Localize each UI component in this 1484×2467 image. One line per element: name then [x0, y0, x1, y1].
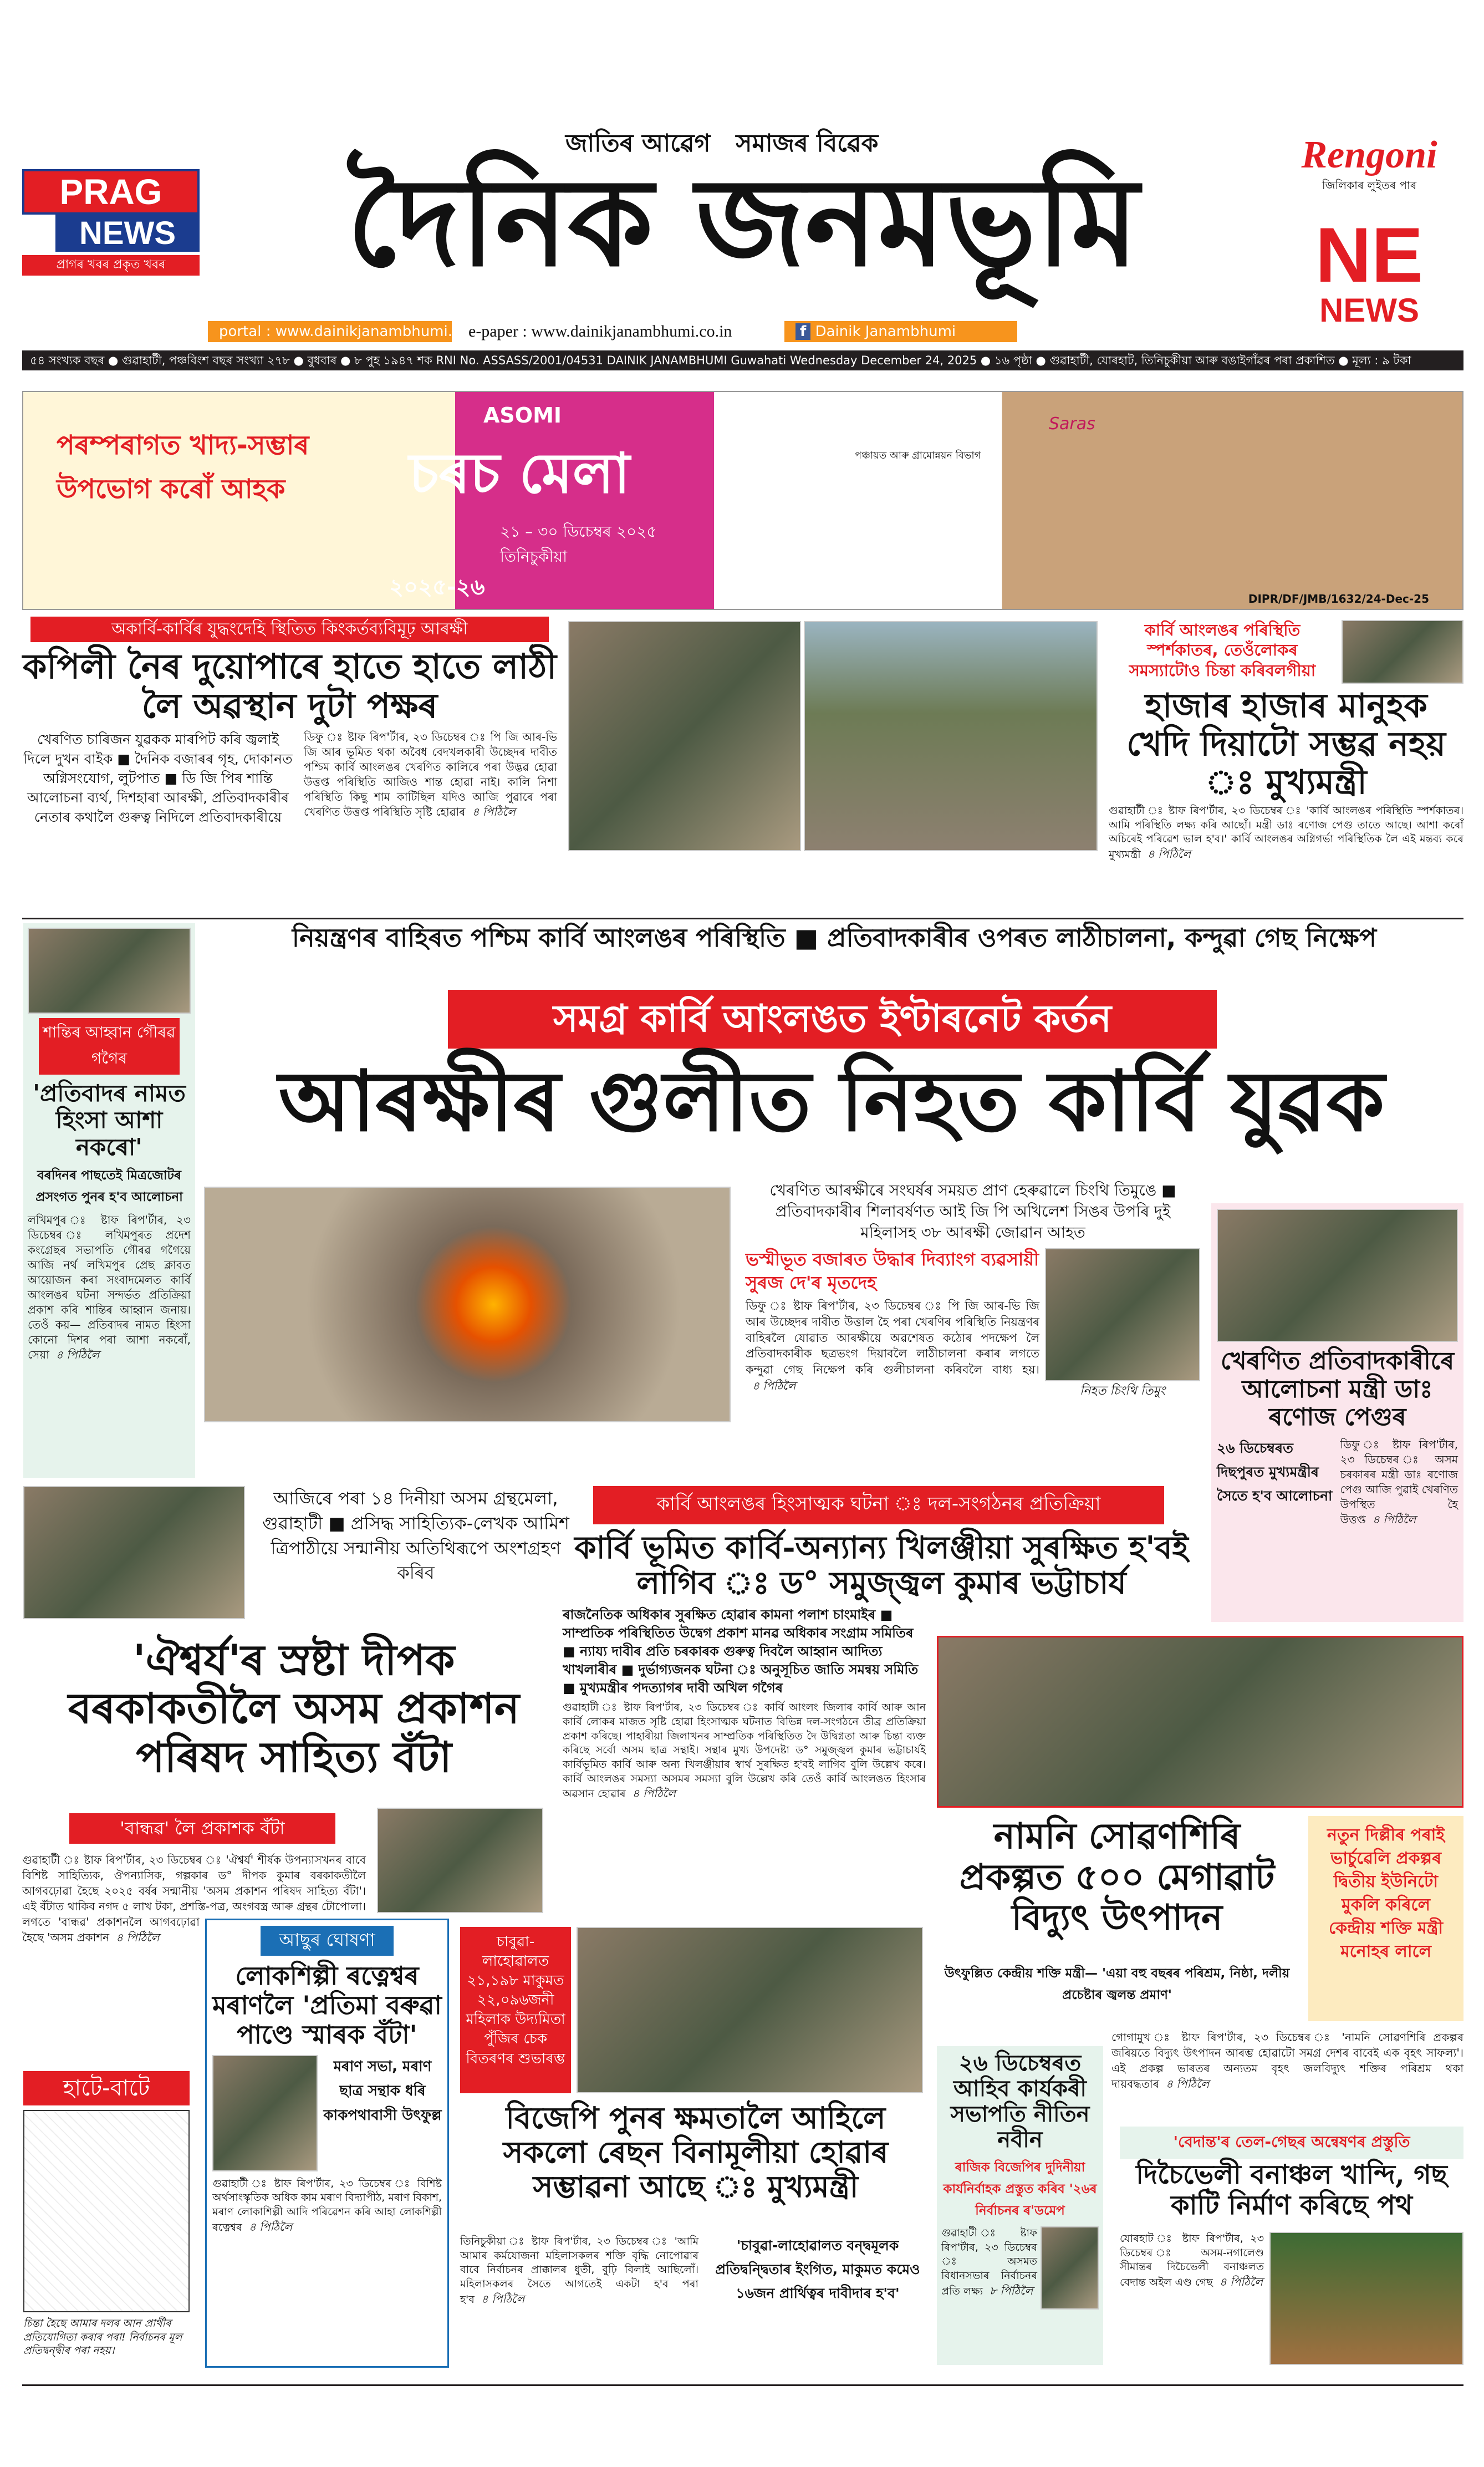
continued-link[interactable]: ৪ পিঠিলৈ — [1147, 847, 1191, 861]
story1-subheadline: খেৰণিত চাৰিজন যুৱকক মাৰপিট কৰি জ্বলাই দিলে দুখন বাইক ■ দৈনিক বজাৰৰ গৃহ, দোকানত অগ্নিসংযোগ, লুটপাত ■ ডি জি পিৰ শান্তি আলোচনা ব্যৰ্থ, দিশহাৰা আৰক্ষী, প্ৰতিবাদকাৰীৰ নেতাৰ কথালৈ গুৰুত্ব নিদিলে প্ৰতিবাদকাৰীয়ে — [23, 731, 293, 826]
chief-minister-photo — [1342, 620, 1463, 684]
nitin-photo — [1041, 2226, 1099, 2310]
internet-ban-banner: সমগ্ৰ কাৰ্বি আংলঙত ইণ্টাৰনেট কৰ্তন — [448, 990, 1217, 1049]
ad-title: চৰচ মেলা — [409, 441, 630, 506]
bhattacharya-headline[interactable]: কাৰ্বি ভূমিত কাৰ্বি-অন্যান্য খিলঞ্জীয়া সুৰক্ষিত হ'বই লাগিব ঃ ড° সমুজ্জ্বল কুমাৰ ভট্টাচাৰ্য — [574, 1529, 1189, 1602]
continued-link[interactable]: ৪ পিঠিলৈ — [1219, 2275, 1263, 2288]
ad-brand: ASOMI — [483, 403, 562, 428]
ad-left-text: পৰম্পৰাগত খাদ্য-সম্ভাৰ উপভোগ কৰোঁ আহক — [57, 430, 309, 505]
bhattacharya-text: গুৱাহাটী ঃ ষ্টাফ ৰিপ'ৰ্টাৰ, ২৩ ডিচেম্বৰ ঃ কাৰ্বি আংলং জিলাৰ কাৰ্বি আৰু আন কাৰ্বি লোকৰ মাজত সৃষ্টি হোৱা হিংসাত্মক ঘটনাত বিভিন্ন দল-সংগঠনে তীব্ৰ প্ৰতিক্ৰিয়া প্ৰকাশ কৰিছে। পাহাৰীয়া জিলাখনৰ সাম্প্ৰতিক পৰিস্থিতিত দৈ উদ্বিগ্নতা আৰু চিন্তা ব্যক্ত কৰিছে সৰ্বো অসম ছাত্ৰ সন্থাই। সন্থাৰ মুখ্য উপদেষ্টা ড° সমুজ্জ্বল কুমাৰ ভট্টাচাৰ্যই কাৰ্বিভূমিত কাৰ্বি আৰু অন্য খিলঞ্জীয়াৰ স্বাৰ্থ সুৰক্ষিত হ'বই লাগিব বুলি উল্লেখ কৰে। কাৰ্বি আংলঙৰ সমস্যা অসমৰ সমস্যা বুলি উল্লেখ কৰি তেওঁ কাৰ্বি আংলঙত হিংসাৰ অৱসান হোৱাৰ — [563, 1701, 926, 1800]
continued-link[interactable]: ৪ পিঠিলৈ — [752, 1379, 796, 1393]
story2-body — [1109, 804, 1463, 862]
ne-news-logo — [1297, 211, 1441, 329]
story2-headline[interactable]: হাজাৰ হাজাৰ মানুহক খেদি দিয়াটো সম্ভৱ নহয় ঃ মুখ্যমন্ত্ৰী — [1126, 686, 1446, 802]
nitin-box — [937, 2046, 1103, 2365]
bhattacharya-body — [563, 1701, 926, 1801]
vedanta-text: যোৰহাট ঃ ষ্টাফ ৰিপ'ৰ্টাৰ, ২৩ ডিচেম্বৰ ঃ অসম-নগালেণ্ড সীমান্তৰ দিচৈভেলী বনাঞ্চলত বেদান্ত অইল এণ্ড গেছ — [1120, 2232, 1264, 2288]
nitin-sub: ৰাজিক বিজেপিৰ দুদিনীয়া কাৰ্যনিৰ্বাহক প্ৰস্তুত কৰিব '২৬ৰ নিৰ্বাচনৰ ৰ'ডমেপ — [943, 2160, 1097, 2218]
fire-photo — [204, 1187, 731, 1422]
tagline-right: সমাজৰ বিৱেক — [736, 129, 879, 157]
press-meet-photo — [28, 928, 191, 1014]
story2-label: কাৰ্বি আংলঙৰ পৰিস্থিতি স্পৰ্শকাতৰ, তেওঁলোকৰ সমস্যাটোও চিন্তা কৰিবলগীয়া — [1129, 620, 1316, 680]
bookfair-headline[interactable]: আজিৰে পৰা ১৪ দিনীয়া অসম গ্ৰন্থমেলা, গুৱাহাটী ■ প্ৰসিদ্ধ সাহিত্যিক-লেখক আমিশ ত্ৰিপাঠীয়ে সন্মানীয় অতিথিৰূপে অংশগ্ৰহণ কৰিব — [262, 1488, 569, 1584]
namoni-headline[interactable]: নামনি সোৱণশিৰি প্ৰকল্পত ৫০০ মেগাৱাট বিদ্যুৎ উৎপাদন — [959, 1815, 1275, 1939]
portal-link[interactable]: portal : www.dainikjanambhumi.com — [208, 321, 452, 342]
victim-caption: নিহত চিংথি তিমুং — [1079, 1384, 1166, 1398]
ad-dates: ২১ – ৩০ ডিচেম্বৰ ২০২৫ — [500, 522, 657, 541]
ad-dipr-code: DIPR/DF/JMB/1632/24-Dec-25 — [1248, 592, 1429, 606]
bjp-text: তিনিচুকীয়া ঃ ষ্টাফ ৰিপ'ৰ্টাৰ, ২৩ ডিচেম্বৰ ঃ 'আমি আমাৰ কৰ্মযোজনা মহিলাসকলৰ শক্তি বৃদ্ধি নোপোৱাৰ বাবে নিৰ্বাচনৰ প্ৰাক্কালৰ ধুতী, বুঢ়ি বিলাই আছিলোঁ। মহিলাসকলৰ সৈতে আগতেই একটা হ'ব পৰা হ'ব — [460, 2235, 698, 2306]
ne-text: NE — [1315, 211, 1424, 298]
bjp-headline[interactable]: বিজেপি পুনৰ ক্ষমতালৈ আহিলে সকলো ৰেছন বিনামূলীয়া হোৱাৰ সম্ভাৱনা আছে ঃ মুখ্যমন্ত্ৰী — [503, 2100, 889, 2205]
continued-link[interactable]: ৪ পিঠিলৈ — [632, 1787, 676, 1800]
pegu-story — [1211, 1203, 1463, 1622]
epaper-link[interactable]: e-paper : www.dainikjanambhumi.co.in — [468, 322, 732, 340]
story1 — [22, 617, 557, 827]
tea-label: চাবুৱা-লাহোৱালত ২১,১৯৮ মাকুমত ২২,০৯৬জনী মহিলাক উদ্যমিতা পুঁজিৰ চেক বিতৰণৰ শুভাৰম্ভ — [460, 1927, 571, 2093]
sidebar-headline[interactable]: 'প্ৰতিবাদৰ নামত হিংসা আশা নকৰো' — [33, 1080, 186, 1161]
center-story-text: ডিফু ঃ ষ্টাফ ৰিপ'ৰ্টাৰ, ২৩ ডিচেম্বৰ ঃ পি জি আৰ-ভি জি আৰ উচ্ছেদৰ দাবীত উত্তাল হৈ পৰা খেৰণিৰ পৰিস্থিতি নিয়ন্ত্ৰণৰ বাহিৰলৈ যোৱাত আৰক্ষীয়ে অৱশেষত কঠোৰ পদক্ষেপ লৈ প্ৰতিবাদকাৰীক ছত্ৰভংগ দিয়াবলৈ লাঠীচালনা কৰাৰ লগতে কন্দুৱা গেছ নিক্ষেপ কৰি গুলীচালনা কৰিবলৈ বাধ্য হয়। — [746, 1299, 1039, 1377]
sidebar-label: শান্তিৰ আহ্বান গৌৰৱ গগৈৰ — [39, 1018, 180, 1075]
facebook-link[interactable]: Dainik Janambhumi — [815, 323, 956, 340]
bhattacharya-sub: ৰাজনৈতিক অধিকাৰ সুৰক্ষিত হোৱাৰ কামনা পলাশ চাংমাইৰ ■ সাম্প্ৰতিক পৰিস্থিতিত উদ্বেগ প্ৰকাশ মানৱ অধিকাৰ সংগ্ৰাম সমিতিৰ ■ ন্যায্য দাবীৰ প্ৰতি চৰকাৰক গুৰুত্ব দিবলৈ আহ্বান আদিত্য খাখলাৰীৰ ■ দুৰ্ভাগ্যজনক ঘটনা ঃ অনুসূচিত জাতি সমন্বয় সমিতি ■ মুখ্যমন্ত্ৰীৰ পদত্যাগৰ দাবী অখিল গগৈৰ — [563, 1606, 919, 1696]
story2-text: গুৱাহাটী ঃ ষ্টাফ ৰিপ'ৰ্টাৰ, ২৩ ডিচেম্বৰ ঃ 'কাৰ্বি আংলঙৰ পৰিস্থিতি স্পৰ্শকাতৰ। আমি পৰিস্থিতি লক্ষ্য কৰি আছোঁ। মন্ত্ৰী ডাঃ ৰণোজ পেগু তাতে আছে। আশা কৰোঁ অচিৰেই পৰিৱেশ ভাল হ'ব।' কাৰ্বি আংলঙৰ অগ্নিগৰ্ভা পৰিস্থিতিক লৈ এই মন্তব্য কৰে মুখ্যমন্ত্ৰী — [1109, 805, 1463, 861]
photo-spacer — [366, 1852, 449, 1917]
story1-body — [304, 730, 557, 827]
dateline-bar: ৫৪ সংখ্যক বছৰ ● গুৱাহাটী, পঞ্চবিংশ বছৰ সংখ্যা ২৭৮ ● বুধবাৰ ● ৮ পুহ ১৯৪৭ শক RNI No. ASSASS/2001/04531 DAINIK JANAMBHUMI Guwahati Wednesday December 24, 2025 ● ১৬ পৃষ্ঠা ● গুৱাহাটী, যোৰহাট, তিনিচুকীয়া আৰু বঙাইগাঁৱৰ পৰা প্ৰকাশিত ● মূল্য : ৯ টকা — [22, 350, 1463, 370]
facebook-icon: f — [795, 323, 810, 340]
news-text: NEWS — [55, 215, 200, 252]
clash-photo-1 — [568, 621, 801, 851]
bhattacharya-label: কাৰ্বি আংলঙৰ হিংসাত্মক ঘটনা ঃ দল-সংগঠনৰ প্ৰতিক্ৰিয়া — [593, 1486, 1164, 1524]
story1-label: অকাৰ্বি-কাৰ্বিৰ যুদ্ধংদেহি স্থিতিত কিংকৰ্তব্যবিমূঢ় আৰক্ষী — [30, 617, 549, 642]
bottom-rule — [22, 2384, 1463, 2386]
ad-place: তিনিচুকীয়া — [500, 547, 568, 566]
ad-saras-logo: Saras — [1049, 414, 1095, 434]
continued-link[interactable]: ৮ পিঠিলৈ — [989, 2283, 1033, 2297]
bjp-side: 'চাবুৱা-লাহোৱালত বন্দ্বমূলক প্ৰতিদ্বন্দ্বিতাৰ ইংগিত, মাকুমত কমেও ১৬জন প্ৰাৰ্থিত্বৰ দাবীদাৰ হ'ব' — [715, 2237, 920, 2301]
ad-year: ২০২৫-২৬ — [389, 574, 485, 600]
deepak-label: 'বান্ধৱ' লৈ প্ৰকাশক বঁটা — [69, 1813, 335, 1844]
continued-link[interactable]: ৪ পিঠিলৈ — [248, 2220, 293, 2234]
prag-text: PRAG — [22, 169, 200, 215]
continued-link[interactable]: ৪ পিঠিলৈ — [55, 1347, 100, 1361]
ad-banner[interactable] — [22, 391, 1463, 610]
cartoon-image — [23, 2110, 190, 2312]
cartoon-label: হাটে-বাটে — [23, 2071, 190, 2105]
sidebar-body: লখিমপুৰ ঃ ষ্টাফ ৰিপ'ৰ্টাৰ, ২৩ ডিচেম্বৰ ঃ লখিমপুৰত প্ৰদেশ কংগ্ৰেছৰ সভাপতি গৌৰৱ গগৈয়ে আজি নৰ্থ লখিমপুৰ প্ৰেছ ক্লাবত আয়োজন কৰা সংবাদমেলত কাৰ্বি আংলঙৰ ঘটনা সন্দৰ্ভত প্ৰতিক্ৰিয়া প্ৰকাশ কৰি শান্তিৰ আহ্বান জনায়। তেওঁ কয়— প্ৰতিবাদৰ নামত হিংসা কোনো দিশৰ পৰা আশা নকৰোঁ, সেয়া — [28, 1213, 191, 1361]
namoni-body — [1111, 2029, 1463, 2092]
bjp-event-photo — [577, 1927, 923, 2093]
continued-link[interactable]: ৪ পিঠিলৈ — [116, 1931, 160, 1944]
prag-slogan: প্ৰাগৰ খবৰ প্ৰকৃত খবৰ — [22, 255, 200, 276]
center-story-headline: খেৰণিত আৰক্ষীৰে সংঘৰ্ষৰ সময়ত প্ৰাণ হেৰুৱালে চিংথি তিমুঙে ■ প্ৰতিবাদকাৰীৰ শিলাবৰ্ষণত আই জি পি অখিলেশ সিঙৰ উপৰি দুই মহিলাসহ ৩৮ আৰক্ষী জোৱান আহত — [769, 1181, 1176, 1242]
deepak-headline[interactable]: 'ঐশ্বৰ্য'ৰ স্ৰষ্টা দীপক বৰকাকতীলৈ অসম প্ৰকাশন পৰিষদ সাহিত্য বঁটা — [68, 1635, 520, 1782]
strap-headline: নিয়ন্ত্ৰণৰ বাহিৰত পশ্চিম কাৰ্বি আংলঙৰ পৰিস্থিতি ■ প্ৰতিবাদকাৰীৰ ওপৰত লাঠীচালনা, কন্দুৱা গেছ নিক্ষেপ — [292, 923, 1377, 953]
namoni-photo — [937, 1636, 1463, 1808]
cartoon-caption: চিন্তা হৈছে আমাৰ দলৰ আন প্ৰাৰ্থীৰ প্ৰতিযোগিতা কৰাৰ পৰা! নিৰ্বাচনৰ মূল প্ৰতিদ্বন্দ্বীৰ পৰা নহয়। — [23, 2317, 182, 2357]
lokshilpi-label: আছুৰ ঘোষণা — [261, 1926, 394, 1956]
continued-link[interactable]: ৪ পিঠিলৈ — [472, 805, 516, 819]
bjp-body — [460, 2235, 698, 2307]
clash-photo-2 — [804, 621, 1098, 851]
rengoni-logo — [1275, 133, 1463, 196]
bookfair-photo — [23, 1486, 245, 1619]
divider — [22, 918, 1463, 919]
vedanta-headline[interactable]: দিচৈভেলী বনাঞ্চল খান্দি, গছ কাটি নিৰ্মাণ কৰিছে পথ — [1136, 2159, 1447, 2221]
lokshilpi-sub: মৰাণ সভা, মৰাণ ছাত্ৰ সন্থাক ধৰি কাকপথাবাসী উৎফুল্ল — [323, 2058, 442, 2124]
lokshilpi-body: গুৱাহাটী ঃ ষ্টাফ ৰিপ'ৰ্টাৰ, ২৩ ডিচেম্বৰ ঃ বিশিষ্ট অৰ্থসাংস্কৃতিক অধিক কাম মৰাণ বিদ্যাপীঠ, মৰাণ বিকাশ, মৰাণ লোকাশিল্পী আদি পৰিৱেশন কৰি আহা লোকশিল্পী ৰত্নেশ্বৰ — [212, 2177, 442, 2234]
center-story-label: ভস্মীভূত বজাৰত উদ্ধাৰ দিব্যাংগ ব্যৱসায়ী সুৰজ দে'ৰ মৃতদেহ — [746, 1249, 1039, 1293]
lokshilpi-box — [205, 1919, 449, 2368]
lokshilpi-headline[interactable]: লোকশিল্পী ৰত্নেশ্বৰ মৰাণলৈ 'প্ৰতিমা বৰুৱা পাণ্ডে স্মাৰক বঁটা' — [212, 1961, 442, 2049]
vedanta-label: 'বেদান্ত'ৰ তেল-গেছৰ অন্বেষণৰ প্ৰস্তুতি — [1120, 2127, 1463, 2159]
namoni-side-box: নতুন দিল্লীৰ পৰাই ভাৰ্চুৱেলি প্ৰকল্পৰ দ্বিতীয় ইউনিটো মুকলি কৰিলে কেন্দ্ৰীয় শক্তি মন্ত্ৰী মনোহৰ লালে — [1308, 1816, 1463, 2021]
story1-text: ডিফু ঃ ষ্টাফ ৰিপ'ৰ্টাৰ, ২৩ ডিচেম্বৰ ঃ পি জি আৰ-ভি জি আৰ ভূমিত থকা অবৈধ বেদখলকাৰী উচ্ছেদৰ দাবীত পশ্চিম কাৰ্বি আংলঙৰ খেৰণিত কালিৰে পৰা উদ্ভৱ হোৱা উত্তপ্ত পৰিস্থিতি আজিও শান্ত হোৱা নাই। কালি নিশা পৰিস্থিতি কিছু শাম কাটিছিল যদিও আজি পুৱাৰে পৰা খেৰণিত উত্তপ্ত পৰিস্থিতি সৃষ্টি হোৱাৰ — [304, 730, 557, 819]
pegu-photo — [1217, 1209, 1458, 1342]
main-headline[interactable]: আৰক্ষীৰ গুলীত নিহত কাৰ্বি যুৱক — [278, 1052, 1385, 1150]
center-story-body — [746, 1298, 1039, 1395]
continued-link[interactable]: ৪ পিঠিলৈ — [1372, 1512, 1416, 1526]
nitin-headline[interactable]: ২৬ ডিচেম্বৰত আহিব কাৰ্যকৰী সভাপতি নীতিন নবীন — [950, 2050, 1090, 2153]
prag-news-logo — [22, 169, 200, 291]
web-links-bar — [208, 321, 1017, 343]
victim-photo — [1045, 1248, 1200, 1381]
nitin-body: গুৱাহাটী ঃ ষ্টাফ ৰিপ'ৰ্টাৰ, ২৩ ডিচেম্বৰ ঃ অসমত বিধানসভাৰ নিৰ্বাচনৰ প্ৰতি লক্ষ্য — [941, 2227, 1037, 2297]
sidebar-gaurav — [23, 923, 195, 1478]
deepak-text: গুৱাহাটী ঃ ষ্টাফ ৰিপ'ৰ্টাৰ, ২৩ ডিচেম্বৰ ঃ 'ঐশ্বৰ্য' শীৰ্ষক উপন্যাসখনৰ বাবে বিশিষ্ট সাহিত্যিক, ঔপন্যাসিক, গল্পকাৰ ড° দীপক কুমাৰ বৰকাকতীলৈ আগবঢ়োৱা হৈছে ২০২৫ বৰ্ষৰ সন্মানীয় 'অসম প্ৰকাশন পৰিষদ সাহিত্য বঁটা'। এই বঁটাত থাকিব নগদ ৫ লাখ টকা, প্ৰশস্তি-পত্ৰ, অংগবস্ত্ৰ আৰু গ্ৰন্থৰ টোপোলা। লগতে 'বান্ধৱ' প্ৰকাশনলৈ আগবঢ়োৱা হৈছে 'অসম প্ৰকাশন — [22, 1853, 366, 1944]
ad-dept: পঞ্চায়ত আৰু গ্ৰামোন্নয়ন বিভাগ — [855, 450, 981, 461]
namoni-text: গোগামুখ ঃ ষ্টাফ ৰিপ'ৰ্টাৰ, ২৩ ডিচেম্বৰ ঃ 'নামনি সোৱণশিৰি প্ৰকল্পৰ জৰিয়তে বিদ্যুৎ উৎপাদন আৰম্ভ হোৱাটো সমগ্ৰ দেশৰ বাবেই এক বৃহৎ সাফল্য'। এই প্ৰকল্প ভাৰতৰ অন্যতম বৃহৎ জলবিদ্যুৎ শক্তিৰ পৰিশ্ৰম থকা দায়বদ্ধতাৰ — [1111, 2031, 1463, 2090]
continued-link[interactable]: ৪ পিঠিলৈ — [481, 2292, 525, 2306]
forest-road-photo — [1269, 2232, 1463, 2365]
rengoni-sub: জিলিকাৰ লুইতৰ পাৰ — [1322, 179, 1417, 192]
pegu-body: ডিফু ঃ ষ্টাফ ৰিপ'ৰ্টাৰ, ২৩ ডিচেম্বৰ ঃ অসম চৰকাৰৰ মন্ত্ৰী ডাঃ ৰণোজ পেগু আজি পুৱাই খেৰণিত উপস্থিত হৈ উত্তপ্ত — [1340, 1437, 1458, 1526]
story2 — [1109, 620, 1463, 862]
sidebar-sub: বৰদিনৰ পাছতেই মিত্ৰজোটৰ প্ৰসংগত পুনৰ হ'ব আলোচনা — [35, 1168, 183, 1204]
tagline-left: জাতিৰ আৱেগ — [565, 129, 711, 157]
vedanta-body — [1120, 2232, 1264, 2290]
continued-link[interactable]: ৪ পিঠিলৈ — [1165, 2077, 1210, 2090]
story1-headline[interactable]: কপিলী নৈৰ দুয়োপাৰে হাতে হাতে লাঠী লৈ অৱস্থান দুটা পক্ষৰ — [23, 645, 557, 726]
center-story — [746, 1180, 1200, 1402]
namoni-sub: উৎফুল্লিত কেন্দ্ৰীয় শক্তি মন্ত্ৰী— 'এয়া বহু বছৰৰ পৰিশ্ৰম, নিষ্ঠা, দলীয় প্ৰচেষ্টাৰ জ্বলন্ত প্ৰমাণ' — [944, 1966, 1290, 2002]
newspaper-title: দৈনিক জনমভূমি — [346, 150, 1139, 293]
rengoni-name: Rengoni — [1301, 134, 1437, 176]
pegu-sub: ২৬ ডিচেম্বৰত দিছপুৰত মুখ্যমন্ত্ৰীৰ সৈতে হ'ব আলোচনা — [1217, 1439, 1333, 1504]
ratneswar-photo — [212, 2055, 318, 2171]
ne-news-text: NEWS — [1319, 292, 1419, 329]
pegu-headline[interactable]: খেৰণিত প্ৰতিবাদকাৰীৰে আলোচনা মন্ত্ৰী ডাঃ ৰণোজ পেগুৰ — [1220, 1347, 1455, 1432]
